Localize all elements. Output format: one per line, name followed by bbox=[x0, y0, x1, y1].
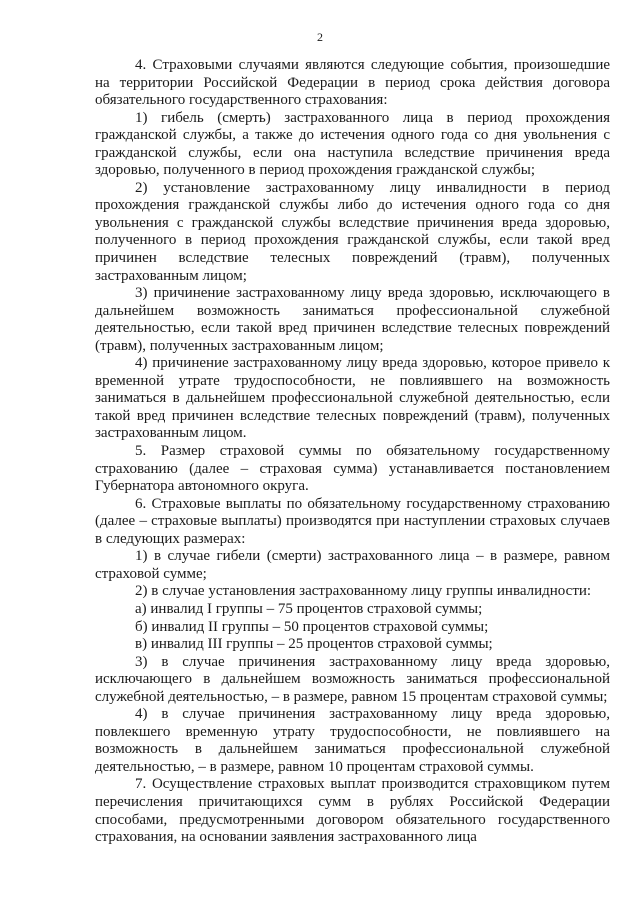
document-body bbox=[95, 57, 610, 847]
paragraph-clause-4: 4. Страховыми случаями являются следующие события, произошедшие на территории Российской Федерации в период срока действия договора обязательного государственного страхования: bbox=[95, 57, 610, 109]
paragraph-clause-6-item-2a: а) инвалид I группы – 75 процентов страховой суммы; bbox=[135, 600, 483, 617]
paragraph-clause-4-item-2: 2) установление застрахованному лицу инвалидности в период прохождения гражданской службы либо до истечения одного года со дня увольнения с гражданской службы вследствие причинения вреда здоровью, полученного в период прохождения гражданской службы, если такой вред причинен вследствие телесных повреждений (травм), полученных застрахованным лицом; bbox=[95, 179, 610, 284]
paragraph-clause-4-item-1: 1) гибель (смерть) застрахованного лица в период прохождения гражданской службы, а также до истечения одного года со дня увольнения с гражданской службы, если она наступила вследствие причинения вреда здоровью, полученного в период прохождения гражданской службы; bbox=[95, 109, 610, 179]
paragraph-clause-7: 7. Осуществление страховых выплат производится страховщиком путем перечисления причитающихся сумм в рублях Российской Федерации способами, предусмотренными договором обязательного государственного страхования, на основании заявления застрахованного лица bbox=[95, 776, 610, 846]
paragraph-clause-6-item-1: 1) в случае гибели (смерти) застрахованного лица – в размере, равном страховой сумме; bbox=[95, 548, 610, 582]
paragraph-clause-6-item-2b: б) инвалид II группы – 50 процентов страховой суммы; bbox=[135, 618, 489, 635]
paragraph-clause-6-item-2: 2) в случае установления застрахованному лицу группы инвалидности: bbox=[135, 583, 592, 600]
paragraph-clause-4-item-4: 4) причинение застрахованному лицу вреда здоровью, которое привело к временной утрате трудоспособности, не повлиявшего на возможность заниматься в дальнейшем профессиональной служебной деятельностью, если такой вред причинен вследствие телесных повреждений (травм), полученных застрахованным лицом. bbox=[95, 355, 610, 442]
paragraph-clause-6-item-3: 3) в случае причинения застрахованному лицу вреда здоровью, исключающего в дальнейшем возможность заниматься профессиональной служебной деятельностью, – в размере, равном 15 процентам страховой суммы; bbox=[95, 653, 610, 705]
page-number: 2 bbox=[317, 30, 323, 44]
paragraph-clause-4-item-3: 3) причинение застрахованному лицу вреда здоровью, исключающего в дальнейшем возможность заниматься профессиональной служебной деятельностью, если такой вред причинен вследствие телесных повреждений (травм), полученных застрахованным лицом; bbox=[95, 285, 610, 354]
paragraph-clause-6-item-2c: в) инвалид III группы – 25 процентов страховой суммы; bbox=[135, 636, 493, 653]
paragraph-clause-6: 6. Страховые выплаты по обязательному государственному страхованию (далее – страховые выплаты) производятся при наступлении страховых случаев в следующих размерах: bbox=[95, 495, 610, 547]
paragraph-clause-6-item-4: 4) в случае причинения застрахованному лицу вреда здоровью, повлекшего временную утрату трудоспособности, не повлиявшего на возможность в дальнейшем заниматься профессиональной служебной деятельностью, – в размере, равном 10 процентам страховой суммы. bbox=[95, 706, 610, 775]
paragraph-clause-5: 5. Размер страховой суммы по обязательному государственному страхованию (далее – страховая сумма) устанавливается постановлением Губернатора автономного округа. bbox=[95, 443, 610, 495]
